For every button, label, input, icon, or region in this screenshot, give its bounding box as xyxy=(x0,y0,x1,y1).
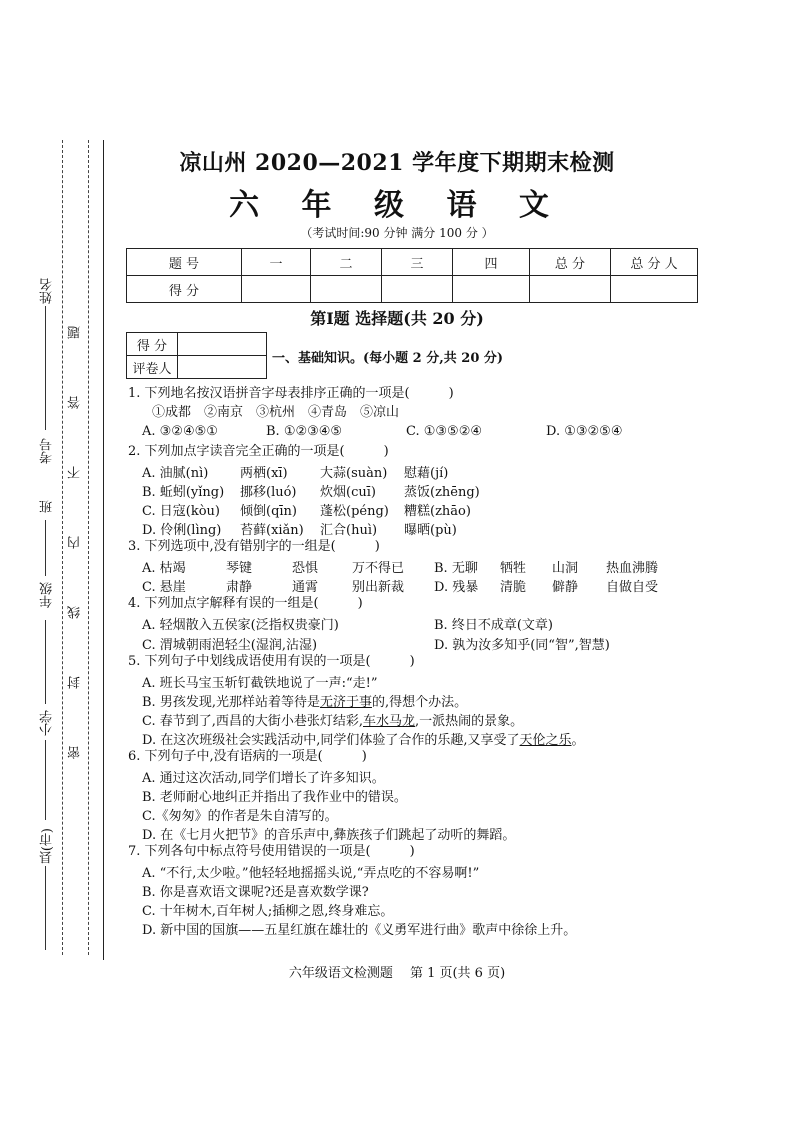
q1-option-a[interactable]: A. ③②④⑤① xyxy=(142,424,218,439)
seal-char-ti: 题 xyxy=(68,326,83,339)
exam-title: 凉山州 2020—2021 学年度下期期末检测 xyxy=(179,150,615,176)
q5-option-d[interactable] xyxy=(142,729,585,748)
q3-a-1[interactable]: A. 枯竭 xyxy=(142,561,186,576)
q6-option-a[interactable]: A. 通过这次活动,同学们增长了许多知识。 xyxy=(142,771,385,786)
q2-b-3: 炊烟(cuī) xyxy=(320,485,376,500)
binding-dashed-line xyxy=(62,140,63,955)
q2-c-1[interactable]: C. 日寇(kòu) xyxy=(142,504,220,519)
score-header-cell: 题 号 xyxy=(127,249,242,276)
grader-label: 评卷人 xyxy=(127,356,178,379)
q5-option-c[interactable] xyxy=(142,710,523,729)
margin-grade-blank xyxy=(45,520,46,576)
score-cell[interactable] xyxy=(242,276,311,303)
q4-option-c[interactable]: C. 渭城朝雨浥轻尘(湿润,沾湿) xyxy=(142,638,318,653)
margin-county-blank xyxy=(45,740,46,820)
q2-a-4: 慰藉(jí) xyxy=(404,466,449,481)
score-table xyxy=(126,248,698,303)
q3-c-2: 肃静 xyxy=(226,580,253,595)
margin-county-blank-2 xyxy=(45,866,46,950)
q6-stem: 6. 下列句子中,没有语病的一项是( ) xyxy=(128,749,367,764)
score-cell[interactable] xyxy=(382,276,453,303)
q3-a-3: 恐惧 xyxy=(292,561,319,576)
exam-subject: 六 年 级 语 文 xyxy=(229,188,565,223)
q7-option-c[interactable]: C. 十年树木,百年树人;插柳之恩,终身难忘。 xyxy=(142,904,394,919)
seal-char-xian: 线 xyxy=(68,606,83,619)
q5-d-text: D. 在这次班级社会实践活动中,同学们体验了合作的乐趣,又享受了 xyxy=(142,733,520,748)
q3-a-4: 万不得已 xyxy=(352,561,405,576)
q4-option-d[interactable]: D. 孰为汝多知乎(同“智”,智慧) xyxy=(434,638,610,653)
q5-c-text-end: ,一派热闹的景象。 xyxy=(415,714,524,729)
score-header-cell: 一 xyxy=(242,249,311,276)
grader-name-cell[interactable] xyxy=(178,356,267,379)
seal-char-nei: 内 xyxy=(68,536,83,549)
margin-school-blank xyxy=(45,620,46,704)
q2-c-4: 糟糕(zhāo) xyxy=(404,504,471,519)
q5-d-idiom: 天伦之乐 xyxy=(519,733,572,748)
q2-c-2: 倾倒(qīn) xyxy=(240,504,297,519)
binding-dashed-line-inner xyxy=(88,140,89,955)
score-cell[interactable] xyxy=(611,276,698,303)
q3-c-4: 别出新裁 xyxy=(352,580,405,595)
q5-d-text-end: 。 xyxy=(571,733,585,748)
q1-option-c[interactable]: C. ①③⑤②④ xyxy=(406,424,483,439)
q7-stem: 7. 下列各句中标点符号使用错误的一项是( ) xyxy=(128,844,415,859)
q5-c-idiom: 车水马龙 xyxy=(363,714,416,729)
score-header-cell: 二 xyxy=(311,249,382,276)
margin-grade-label: 年级 xyxy=(40,582,55,608)
score-header-cell: 三 xyxy=(382,249,453,276)
margin-exam-no-label: 考号 xyxy=(40,438,55,464)
q4-option-a[interactable]: A. 轻烟散入五侯家(泛指权贵豪门) xyxy=(142,618,339,633)
margin-class-label: 班 xyxy=(40,500,55,513)
q3-stem: 3. 下列选项中,没有错别字的一组是( ) xyxy=(128,539,380,554)
margin-name-label: 姓名 xyxy=(40,278,55,304)
q2-a-1[interactable]: A. 油腻(nì) xyxy=(142,466,209,481)
q1-option-b[interactable]: B. ①②③④⑤ xyxy=(266,424,343,439)
seal-char-bu: 不 xyxy=(68,466,83,479)
exam-info: （考试时间:90 分钟 满分 100 分 ） xyxy=(300,226,494,240)
grader-box xyxy=(126,332,267,379)
q2-d-4: 曝晒(pù) xyxy=(404,523,457,538)
q5-stem: 5. 下列句子中划线成语使用有误的一项是( ) xyxy=(128,654,415,669)
q3-d-4: 自做自受 xyxy=(606,580,659,595)
q3-b-4: 热血沸腾 xyxy=(606,561,659,576)
q6-option-d[interactable]: D. 在《七月火把节》的音乐声中,彝族孩子们跳起了动听的舞蹈。 xyxy=(142,828,516,843)
q5-b-text: B. 男孩发现,光那样站着等待是 xyxy=(142,695,320,710)
q2-d-2: 苔藓(xiǎn) xyxy=(240,523,304,538)
q4-stem: 4. 下列加点字解释有误的一组是( ) xyxy=(128,596,363,611)
q3-d-3: 僻静 xyxy=(552,580,579,595)
margin-school-label: 小学 xyxy=(40,710,55,736)
binding-solid-line xyxy=(103,140,104,960)
q2-a-3: 大蒜(suàn) xyxy=(320,466,388,481)
score-cell[interactable] xyxy=(311,276,382,303)
part1-title: 第Ⅰ题 选择题(共 20 分) xyxy=(310,309,484,328)
q7-option-b[interactable]: B. 你是喜欢语文课呢?还是喜欢数学课? xyxy=(142,885,369,900)
q5-b-text-end: 的,得想个办法。 xyxy=(371,695,468,710)
q2-stem: 2. 下列加点字读音完全正确的一项是( ) xyxy=(128,444,389,459)
score-header-cell: 总 分 xyxy=(530,249,611,276)
grader-score-label: 得 分 xyxy=(127,333,178,356)
q5-option-b[interactable] xyxy=(142,691,467,710)
score-header-cell: 总 分 人 xyxy=(611,249,698,276)
q5-option-a[interactable]: A. 班长马宝玉斩钉截铁地说了一声:“走!” xyxy=(142,676,378,691)
q2-d-1[interactable]: D. 伶俐(lìng) xyxy=(142,523,222,538)
q3-b-2: 牺牲 xyxy=(500,561,527,576)
score-cell[interactable] xyxy=(453,276,530,303)
grader-score-cell[interactable] xyxy=(178,333,267,356)
q6-option-b[interactable]: B. 老师耐心地纠正并指出了我作业中的错误。 xyxy=(142,790,407,805)
seal-char-feng: 封 xyxy=(68,676,83,689)
q1-option-d[interactable]: D. ①③②⑤④ xyxy=(546,424,623,439)
q1-items: ①成都 ②南京 ③杭州 ④青岛 ⑤凉山 xyxy=(152,405,400,420)
q6-option-c[interactable]: C.《匆匆》的作者是朱自清写的。 xyxy=(142,809,338,824)
q1-stem: 1. 下列地名按汉语拼音字母表排序正确的一项是( ) xyxy=(128,386,454,401)
q3-d-1[interactable]: D. 残暴 xyxy=(434,580,479,595)
page-footer: 六年级语文检测题 第 1 页(共 6 页) xyxy=(288,966,506,981)
q2-a-2: 两栖(xī) xyxy=(240,466,288,481)
score-cell[interactable] xyxy=(530,276,611,303)
q3-c-1[interactable]: C. 悬崖 xyxy=(142,580,186,595)
q3-b-3: 山洞 xyxy=(552,561,579,576)
q7-option-a[interactable]: A. “不行,太少啦。”他轻轻地摇摇头说,“弄点吃的不容易啊!” xyxy=(142,866,480,881)
q2-b-2: 挪移(luó) xyxy=(240,485,297,500)
section1-heading: 一、基础知识。(每小题 2 分,共 20 分) xyxy=(272,351,504,366)
q4-option-b[interactable]: B. 终日不成章(文章) xyxy=(434,618,553,633)
q3-d-2: 清脆 xyxy=(500,580,527,595)
score-row-label: 得 分 xyxy=(127,276,242,303)
q5-b-idiom: 无济于事 xyxy=(319,695,372,710)
q3-a-2: 琴键 xyxy=(226,561,253,576)
q2-b-4: 蒸饭(zhēng) xyxy=(404,485,480,500)
seal-char-mi: 密 xyxy=(68,746,83,759)
margin-exam-no-blank xyxy=(45,340,46,430)
q3-b-1[interactable]: B. 无聊 xyxy=(434,561,478,576)
q7-option-d[interactable]: D. 新中国的国旗——五星红旗在雄壮的《义勇军进行曲》歌声中徐徐上升。 xyxy=(142,923,577,938)
q3-c-3: 通霄 xyxy=(292,580,319,595)
q2-c-3: 蓬松(péng) xyxy=(320,504,389,519)
seal-char-da: 答 xyxy=(68,396,83,409)
q5-c-text: C. 春节到了,西昌的大街小巷张灯结彩, xyxy=(142,714,364,729)
margin-county-label: 县(市) xyxy=(40,828,55,865)
score-header-cell: 四 xyxy=(453,249,530,276)
q2-d-3: 汇合(huì) xyxy=(320,523,378,538)
q2-b-1[interactable]: B. 蚯蚓(yǐng) xyxy=(142,485,225,500)
